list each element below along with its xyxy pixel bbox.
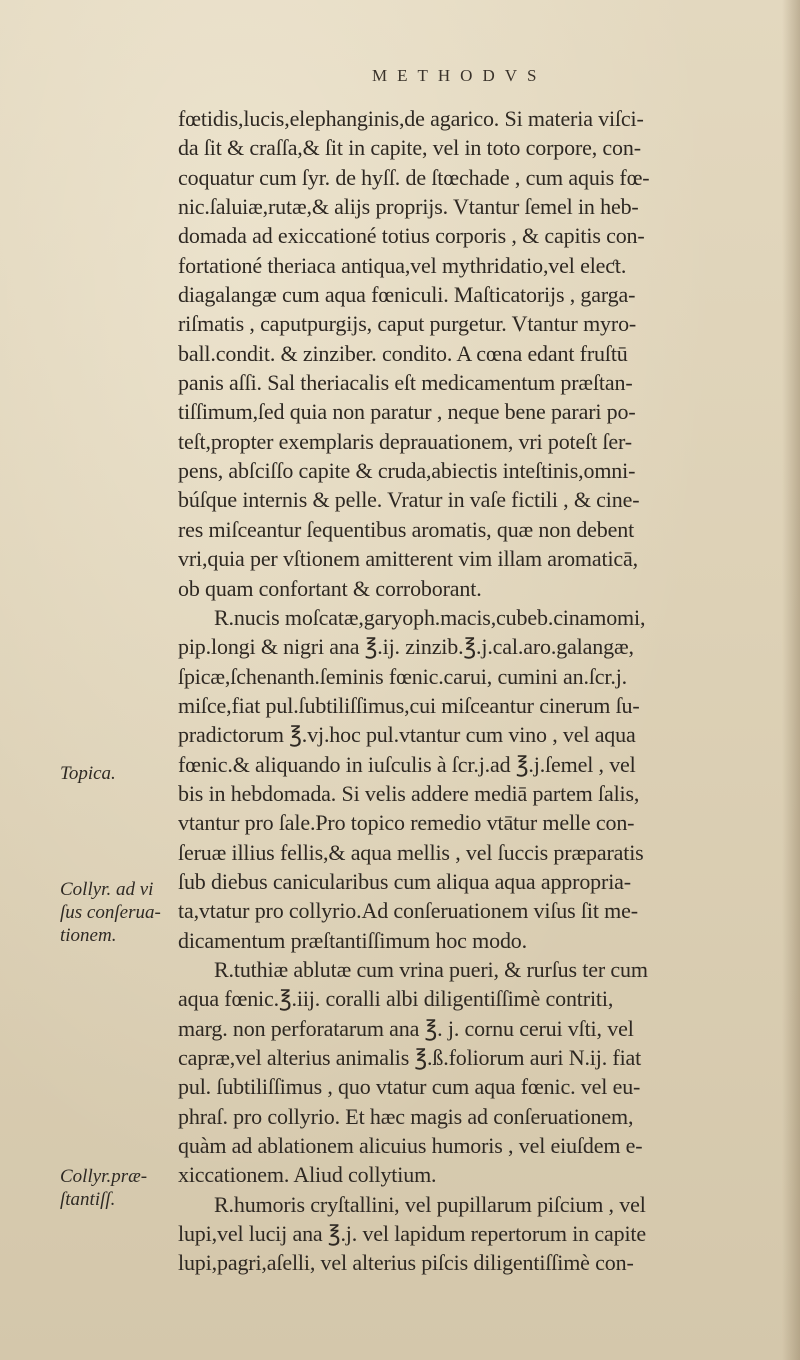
page-edge-shadow	[782, 0, 800, 1360]
margin-note-topica	[60, 762, 178, 785]
text-line: ſub diebus canicularibus cum aliqua aqua appropria-	[178, 868, 631, 894]
text-line: ta,vtatur pro collyrio.Ad conſeruationem viſus ſit me-	[178, 898, 638, 924]
margin-note-line: Topica.	[60, 763, 116, 784]
text-line: vtantur pro ſale.Pro topico remedio vtātur melle con-	[178, 810, 635, 836]
text-line: pul. ſubtiliſſimus , quo vtatur cum aqua fœnic. vel eu-	[178, 1074, 641, 1100]
text-line: riſmatis , caputpurgijs, caput purgetur. Vtantur myro-	[178, 311, 637, 337]
text-line: diagalangæ cum aqua fœniculi. Maſticatorijs , garga-	[178, 282, 636, 308]
text-line: domada ad exiccationé totius corporis , & capitis con-	[178, 223, 645, 249]
recipe-line: R.humoris cryſtallini, vel pupillarum piſcium , vel	[214, 1191, 646, 1217]
text-line: lupi,vel lucij ana ℥.j. vel lapidum repertorum in capite	[178, 1221, 646, 1247]
margin-note-collyrium-conservation	[60, 878, 178, 947]
text-line: lupi,pagri,aſelli, vel alterius piſcis diligentiſſimè con-	[178, 1250, 634, 1276]
margin-note-collyrium-praestantiss	[60, 1165, 178, 1211]
margin-note-line: ſus conſerua-	[60, 902, 161, 923]
text-line: ob quam confortant & corroborant.	[178, 575, 482, 601]
text-line: pip.longi & nigri ana ℥.ij. zinzib.℥.j.cal.aro.galangæ,	[178, 634, 634, 660]
running-head: METHODVS	[372, 66, 547, 85]
margin-note-line: ſtantiſſ.	[60, 1189, 116, 1210]
text-line: capræ,vel alterius animalis ℥.ß.foliorum auri N.ij. fiat	[178, 1045, 642, 1070]
text-line: fortationé theriaca antiqua,vel mythridatio,vel eleƈt.	[178, 252, 627, 278]
text-line: pens, abſciſſo capite & cruda,abiectis inteſtinis,omni-	[178, 458, 636, 484]
text-line: ſeruæ illius fellis,& aqua mellis , vel ſuccis præparatis	[178, 839, 644, 865]
text-line: da ſit & craſſa,& ſit in capite, vel in toto corpore, con-	[178, 135, 641, 161]
text-line: tiſſimum,ſed quia non paratur , neque bene parari po-	[178, 399, 636, 425]
text-line: aqua fœnic.℥.iij. coralli albi diligentiſſimè contriti,	[178, 986, 614, 1012]
text-line: marg. non perforatarum ana ℥. j. cornu cerui vſti, vel	[178, 1015, 634, 1041]
text-line: panis aſſi. Sal theriacalis eſt medicamentum præſtan-	[178, 370, 633, 396]
text-line: nic.ſaluiæ,rutæ,& alijs proprijs. Vtantur ſemel in heb-	[178, 194, 639, 220]
text-line: bis in hebdomada. Si velis addere mediā partem ſalis,	[178, 780, 640, 806]
text-line: xiccationem. Aliud collytium.	[178, 1162, 437, 1188]
text-line: teſt,propter exemplaris deprauationem, vri poteſt ſer-	[178, 428, 632, 454]
text-line: fœtidis,lucis,elephanginis,de agarico. Si materia viſci-	[178, 106, 644, 131]
text-line: dicamentum præſtantiſſimum hoc modo.	[178, 927, 527, 953]
text-line: ſpicæ,ſchenanth.ſeminis fœnic.carui, cumini an.ſcr.j.	[178, 663, 628, 689]
text-line: búſque internis & pelle. Vratur in vaſe fictili , & cine-	[178, 487, 640, 513]
text-line: phraſ. pro collyrio. Et hæc magis ad conſeruationem,	[178, 1103, 634, 1129]
recipe-line: R.nucis moſcatæ,garyoph.macis,cubeb.cinamomi,	[214, 604, 646, 630]
text-line: res miſceantur ſequentibus aromatis, quæ non debent	[178, 516, 635, 542]
text-line: miſce,fiat pul.ſubtiliſſimus,cui miſceantur cinerum ſu-	[178, 692, 640, 718]
margin-note-line: Collyr. ad vi	[60, 879, 154, 900]
text-line: coquatur cum ſyr. de hyſſ. de ſtœchade , cum aquis fœ-	[178, 164, 650, 190]
margin-note-line: Collyr.præ-	[60, 1166, 148, 1187]
text-line: quàm ad ablationem alicuius humoris , vel eiuſdem e-	[178, 1133, 643, 1159]
text-line: pradictorum ℥.vj.hoc pul.vtantur cum vino , vel aqua	[178, 722, 636, 748]
recipe-line: R.tuthiæ ablutæ cum vrina pueri, & rurſus ter cum	[214, 956, 648, 982]
text-line: fœnic.& aliquando in iuſculis à ſcr.j.ad ℥.j.ſemel , vel	[178, 751, 636, 777]
margin-note-line: tionem.	[60, 925, 117, 946]
text-line: ball.condit. & zinziber. condito. A cœna edant fruſtū	[178, 340, 628, 366]
text-line: vri,quia per vſtionem amitterent vim illam aromaticā,	[178, 546, 639, 572]
body-text	[178, 104, 778, 1278]
